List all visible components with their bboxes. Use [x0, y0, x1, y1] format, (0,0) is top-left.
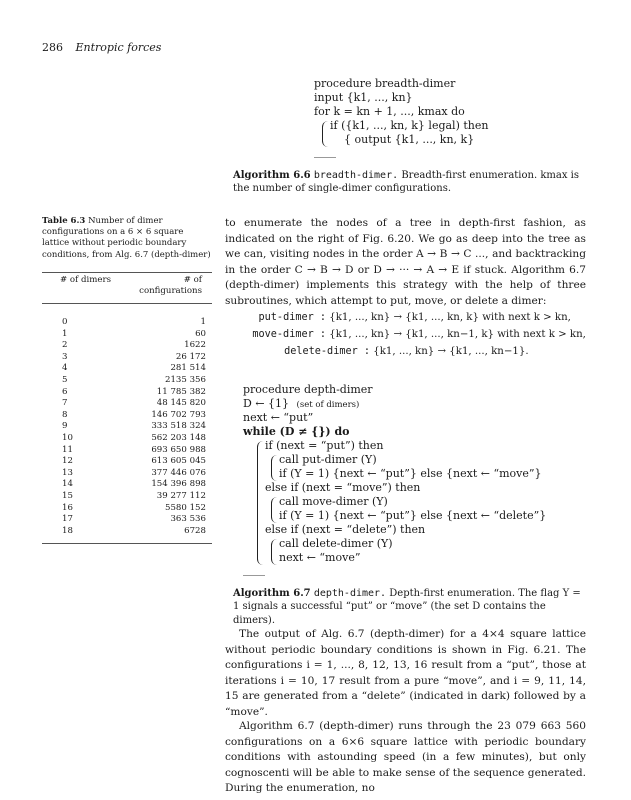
cell-configurations: 5580 152 — [164, 502, 206, 513]
cell-configurations: 613 605 045 — [151, 456, 206, 467]
cell-dimers: 1 — [62, 328, 68, 339]
algo-line: if (next = “put”) then — [265, 439, 384, 452]
table-row — [42, 410, 212, 422]
algo-line: call put-dimer (Υ) — [279, 453, 377, 466]
cell-configurations: 60 — [195, 328, 206, 339]
cell-configurations: 2135 356 — [164, 374, 206, 385]
algo-comment: (set of dimers) — [296, 400, 360, 410]
table-row — [42, 526, 212, 538]
table-row — [42, 456, 212, 468]
caption-name: depth-dimer. — [313, 588, 387, 599]
running-title: Entropic forces — [75, 41, 162, 54]
cell-dimers: 16 — [62, 502, 73, 513]
algo-line: while (D ≠ {}) do — [243, 425, 350, 438]
table-caption-text: Number of dimer configurations on a 6 × 6 square lattice without periodic boundary conditions, from Alg. 6.7 (depth-dimer) — [42, 216, 211, 260]
table-6-3 — [42, 272, 212, 544]
algo-line: else if (next = “move”) then — [265, 481, 421, 494]
caption-label: Algorithm 6.7 — [233, 588, 311, 599]
algo-line: next ← “put” — [243, 411, 314, 424]
algo-line: input {k1, ..., kn} — [314, 91, 413, 104]
table-col1-header: # of dimers — [60, 275, 112, 285]
cell-configurations: 1622 — [184, 340, 206, 351]
algo-line: procedure depth-dimer — [243, 383, 373, 396]
algo-line: if ({k1, ..., kn, k} legal) then — [330, 119, 489, 132]
cell-dimers: 4 — [62, 363, 68, 374]
cell-configurations: 562 203 148 — [151, 432, 206, 443]
algorithm-6-6-caption — [233, 169, 583, 196]
caption-text: Depth-first enumeration. The flag Υ = 1 signals a successful “put” or “move” (the set D contains the dimers). — [233, 588, 581, 626]
algo-line: call delete-dimer (Υ) — [279, 537, 393, 550]
cell-dimers: 8 — [62, 409, 68, 420]
equation-label: delete-dimer : — [284, 346, 370, 357]
table-row — [42, 375, 212, 387]
cell-dimers: 14 — [62, 479, 73, 490]
cell-configurations: 146 702 793 — [151, 409, 206, 420]
table-row — [42, 491, 212, 503]
cell-dimers: 2 — [62, 340, 68, 351]
table-row — [42, 317, 212, 329]
cell-dimers: 18 — [62, 525, 73, 536]
cell-dimers: 5 — [62, 374, 68, 385]
table-row — [42, 468, 212, 480]
equation-expr: {k1, ..., kn} → {k1, ..., kn−1}. — [373, 346, 529, 357]
cell-configurations: 281 514 — [170, 363, 206, 374]
cell-configurations: 6728 — [184, 525, 206, 536]
cell-dimers: 17 — [62, 514, 73, 525]
equation-label: put-dimer : — [258, 312, 326, 323]
algorithm-rule — [243, 575, 265, 576]
cell-dimers: 13 — [62, 467, 73, 478]
delete-brace — [271, 539, 278, 565]
table-6-3-caption — [42, 216, 212, 261]
equation-label: move-dimer : — [252, 329, 326, 340]
cell-dimers: 11 — [62, 444, 73, 455]
algo-line: next ← “move” — [279, 551, 361, 564]
equation-move-dimer — [240, 329, 586, 340]
cell-dimers: 0 — [62, 317, 68, 327]
cell-configurations: 154 396 898 — [151, 479, 206, 490]
cell-configurations: 26 172 — [175, 351, 206, 362]
cell-dimers: 7 — [62, 398, 68, 409]
algo-line: call move-dimer (Υ) — [279, 495, 388, 508]
equation-delete-dimer — [240, 346, 529, 357]
table-header — [42, 273, 212, 297]
algorithm-6-7-caption — [233, 587, 585, 627]
move-brace — [271, 497, 278, 523]
while-brace — [257, 441, 264, 565]
cell-dimers: 10 — [62, 432, 73, 443]
table-row — [42, 503, 212, 515]
cell-configurations: 39 277 112 — [156, 490, 206, 501]
algo-line: for k = kn + 1, ..., kmax do — [314, 105, 465, 118]
table-row — [42, 352, 212, 364]
table-row — [42, 421, 212, 433]
algo-line-text: D ← {1} — [243, 397, 290, 410]
table-row — [42, 514, 212, 526]
table-bottom-rule — [42, 543, 212, 544]
table-col2-header — [139, 275, 202, 297]
table-row — [42, 479, 212, 491]
paragraph-3: Algorithm 6.7 (depth-dimer) runs through the 23 079 663 560 configurations on a 6×6 square lattice with periodic boundary conditions with astounding speed (in a few minutes), but only cognoscenti will be able to make sense of the sequence generated. During the enumeration, no — [225, 720, 586, 794]
algo-line: if (Υ = 1) {next ← “put”} else {next ← “delete”} — [279, 509, 547, 522]
table-row — [42, 433, 212, 445]
algorithm-6-7 — [243, 383, 546, 565]
cell-configurations: 377 446 076 — [151, 467, 206, 478]
table-row — [42, 363, 212, 375]
table-body — [42, 304, 212, 537]
algo-line: { output {k1, ..., kn, k} — [344, 133, 475, 146]
algo-line: procedure breadth-dimer — [314, 77, 456, 90]
cell-configurations: 693 650 988 — [151, 444, 206, 455]
cell-dimers: 12 — [62, 456, 73, 467]
cell-dimers: 3 — [62, 351, 68, 362]
running-header — [42, 41, 161, 54]
paragraph-2: The output of Alg. 6.7 (depth-dimer) for a 4×4 square lattice without periodic boundary conditions is shown in Fig. 6.21. The configurations i = 1, ..., 8, 12, 13, 16 result from a “put”, those at iterations i = 10, 17 result from a pure “move”, and i = 9, 11, 14, 15 are generated from a “delete” (indicated in dark) followed by a “move”. — [225, 628, 586, 718]
cell-configurations: 333 518 324 — [151, 421, 206, 432]
algorithm-rule — [314, 157, 336, 158]
table-caption-label: Table 6.3 — [42, 216, 86, 226]
equation-put-dimer — [240, 312, 571, 323]
caption-text: Breadth-first enumeration. kmax is the number of single-dimer configurations. — [233, 170, 579, 195]
table-row — [42, 387, 212, 399]
paragraph-1: to enumerate the nodes of a tree in depth-first fashion, as indicated on the right of Fig. 6.20. We go as deep into the tree as we can, visiting nodes in the order A → B → C ..., and backtracking in the order C → B → D or D → ··· → A → E if stuck. Algorithm 6.7 (depth-dimer) implements this strategy with the help of three subroutines, which attempt to put, move, or delete a dimer: — [225, 217, 586, 307]
table-col2-header-line2: configurations — [139, 286, 202, 296]
cell-configurations: 48 145 820 — [156, 398, 206, 409]
table-row — [42, 329, 212, 341]
table-row — [42, 340, 212, 352]
caption-name: breadth-dimer. — [313, 170, 399, 181]
table-row — [42, 398, 212, 410]
cell-dimers: 9 — [62, 421, 68, 432]
cell-configurations: 1 — [200, 317, 206, 327]
block-brace — [322, 121, 329, 147]
table-col2-header-line1: # of — [183, 275, 202, 285]
page-number: 286 — [42, 41, 63, 54]
equation-expr: {k1, ..., kn} → {k1, ..., kn−1, k} with next k > kn, — [329, 329, 586, 340]
equation-expr: {k1, ..., kn} → {k1, ..., kn, k} with next k > kn, — [329, 312, 571, 323]
algorithm-6-6 — [314, 77, 488, 147]
algo-line: else if (next = “delete”) then — [265, 523, 426, 536]
cell-dimers: 15 — [62, 490, 73, 501]
cell-configurations: 363 536 — [170, 514, 206, 525]
table-row — [42, 445, 212, 457]
cell-dimers: 6 — [62, 386, 68, 397]
cell-configurations: 11 785 382 — [156, 386, 206, 397]
algo-line — [243, 397, 546, 411]
algo-line: if (Υ = 1) {next ← “put”} else {next ← “move”} — [279, 467, 542, 480]
caption-label: Algorithm 6.6 — [233, 170, 311, 181]
put-brace — [271, 455, 278, 481]
